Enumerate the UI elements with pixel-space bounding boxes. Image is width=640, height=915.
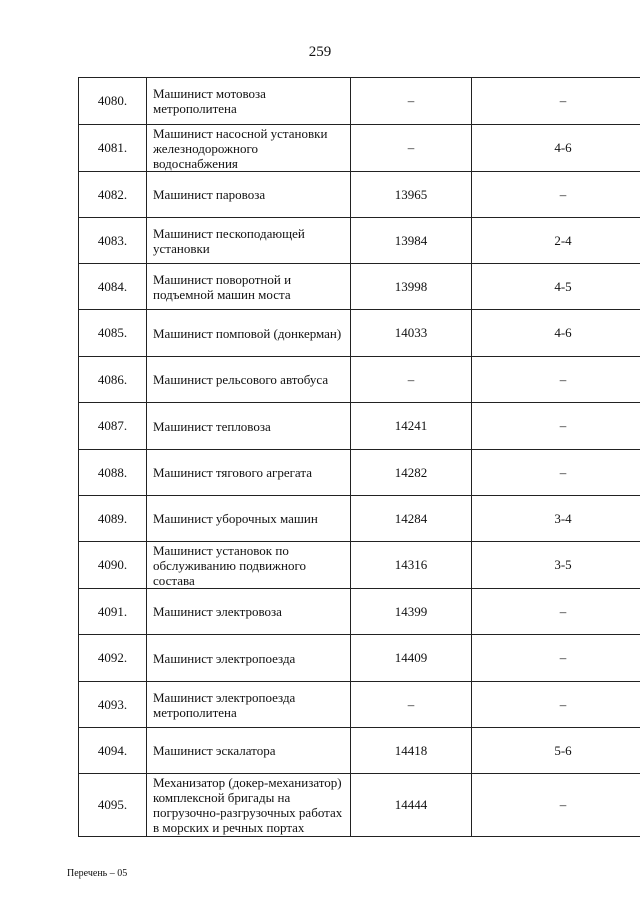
profession-code: 14284 [351, 496, 472, 542]
table-row [79, 682, 640, 728]
profession-name: Машинист поворотной и подъемной машин моста [147, 264, 351, 310]
profession-code: – [351, 125, 472, 172]
profession-code: 14399 [351, 589, 472, 635]
grade-range: 4-6 [472, 125, 640, 172]
profession-name: Машинист установок по обслуживанию подвижного состава [147, 542, 351, 589]
row-number: 4087. [79, 403, 147, 450]
row-number: 4084. [79, 264, 147, 310]
profession-name: Машинист тягового агрегата [147, 450, 351, 496]
profession-name: Машинист насосной установки железнодорожного водоснабжения [147, 125, 351, 172]
profession-code: 14033 [351, 310, 472, 357]
profession-name: Машинист электропоезда [147, 635, 351, 682]
grade-range: – [472, 450, 640, 496]
profession-code: – [351, 357, 472, 403]
profession-name: Машинист электровоза [147, 589, 351, 635]
profession-name: Машинист мотовоза метрополитена [147, 78, 351, 125]
table-row [79, 310, 640, 357]
table-row [79, 496, 640, 542]
row-number: 4092. [79, 635, 147, 682]
profession-name: Механизатор (докер-механизатор) комплексной бригады на погрузочно-разгрузочных работах в морских и речных портах [147, 774, 351, 837]
grade-range: 2-4 [472, 218, 640, 264]
row-number: 4081. [79, 125, 147, 172]
row-number: 4089. [79, 496, 147, 542]
profession-code: 14409 [351, 635, 472, 682]
table-row [79, 264, 640, 310]
row-number: 4082. [79, 172, 147, 218]
profession-code: 13998 [351, 264, 472, 310]
table-row [79, 125, 640, 172]
row-number: 4080. [79, 78, 147, 125]
profession-code: 14241 [351, 403, 472, 450]
table-row [79, 542, 640, 589]
profession-code: 14444 [351, 774, 472, 837]
row-number: 4095. [79, 774, 147, 837]
row-number: 4086. [79, 357, 147, 403]
grade-range: – [472, 774, 640, 837]
table-row [79, 635, 640, 682]
profession-name: Машинист пескоподающей установки [147, 218, 351, 264]
grade-range: 4-6 [472, 310, 640, 357]
grade-range: – [472, 403, 640, 450]
profession-code: 14316 [351, 542, 472, 589]
profession-name: Машинист рельсового автобуса [147, 357, 351, 403]
profession-name: Машинист эскалатора [147, 728, 351, 774]
grade-range: – [472, 635, 640, 682]
profession-code: – [351, 682, 472, 728]
page-number: 259 [308, 44, 332, 60]
row-number: 4088. [79, 450, 147, 496]
grade-range: 3-5 [472, 542, 640, 589]
table-row [79, 450, 640, 496]
grade-range: – [472, 682, 640, 728]
profession-name: Машинист тепловоза [147, 403, 351, 450]
grade-range: 4-5 [472, 264, 640, 310]
grade-range: – [472, 589, 640, 635]
grade-range: – [472, 172, 640, 218]
table-row [79, 403, 640, 450]
row-number: 4091. [79, 589, 147, 635]
profession-code: 14418 [351, 728, 472, 774]
grade-range: – [472, 357, 640, 403]
profession-name: Машинист помповой (донкерман) [147, 310, 351, 357]
table-row [79, 728, 640, 774]
profession-code: 13984 [351, 218, 472, 264]
grade-range: 5-6 [472, 728, 640, 774]
grade-range: 3-4 [472, 496, 640, 542]
row-number: 4094. [79, 728, 147, 774]
table-row [79, 218, 640, 264]
profession-name: Машинист электропоезда метрополитена [147, 682, 351, 728]
table-row [79, 78, 640, 125]
professions-table [78, 77, 640, 837]
row-number: 4090. [79, 542, 147, 589]
table-row [79, 172, 640, 218]
table-row [79, 589, 640, 635]
profession-name: Машинист уборочных машин [147, 496, 351, 542]
grade-range: – [472, 78, 640, 125]
profession-name: Машинист паровоза [147, 172, 351, 218]
profession-code: – [351, 78, 472, 125]
profession-code: 14282 [351, 450, 472, 496]
profession-code: 13965 [351, 172, 472, 218]
footer-text: Перечень – 05 [67, 868, 128, 879]
row-number: 4093. [79, 682, 147, 728]
table-row [79, 357, 640, 403]
row-number: 4085. [79, 310, 147, 357]
table-row [79, 774, 640, 837]
row-number: 4083. [79, 218, 147, 264]
